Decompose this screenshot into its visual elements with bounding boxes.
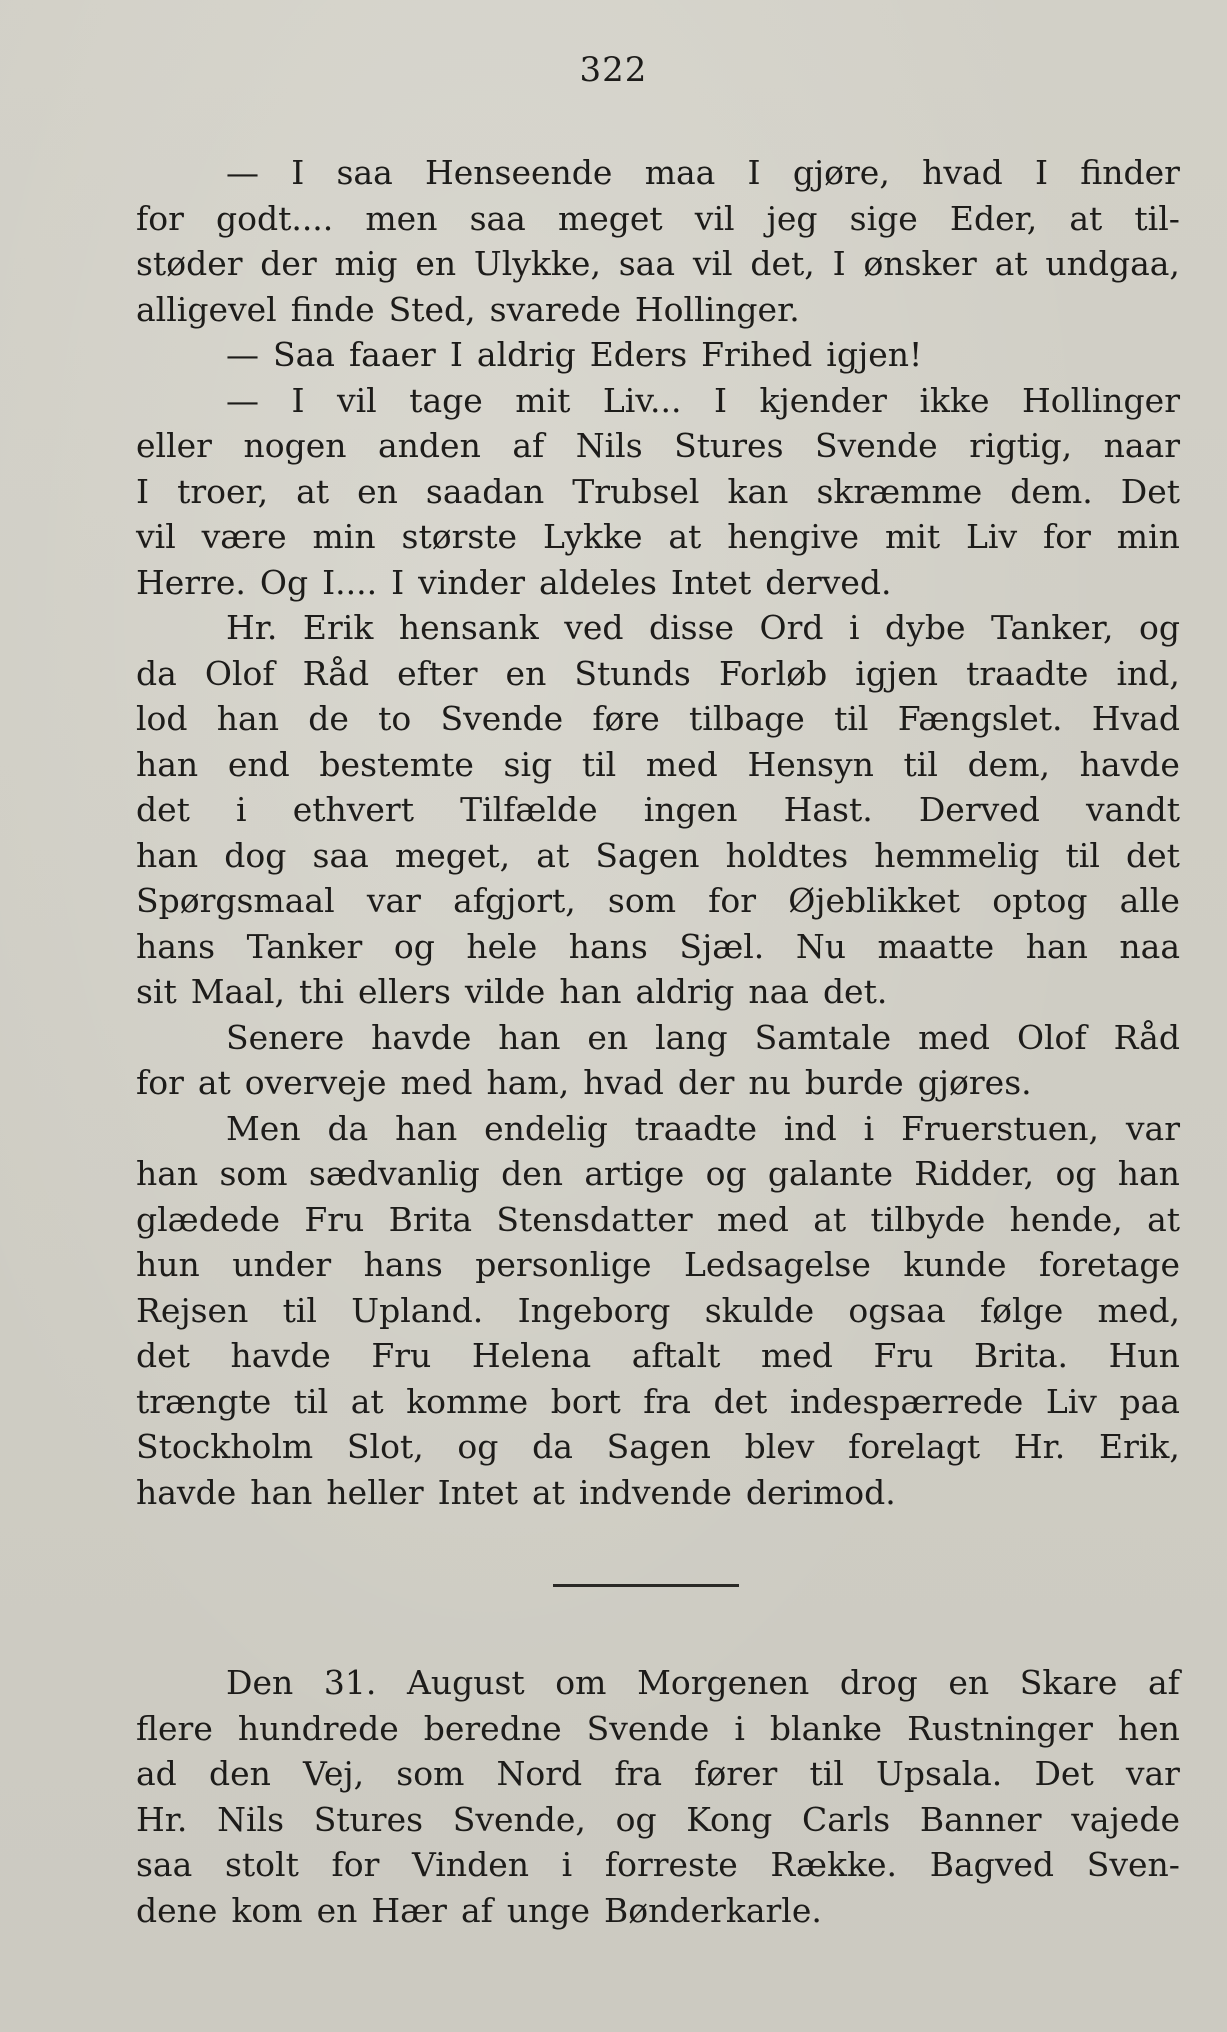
text-line: hun under hans personlige Ledsagelse kunde foretage: [136, 1245, 1180, 1284]
text-line: det havde Fru Helena aftalt med Fru Brita. Hun: [136, 1336, 1180, 1375]
text-line: vil være min største Lykke at hengive mit Liv for min: [136, 517, 1180, 556]
text-line: for at overveje med ham, hvad der nu burde gjøres.: [136, 1063, 1032, 1102]
text-line: havde han heller Intet at indvende derimod.: [136, 1472, 896, 1512]
text-line: — I saa Henseende maa I gjøre, hvad I finder: [226, 153, 1180, 192]
page-number: 322: [579, 50, 648, 90]
text-line: Herre. Og I.... I vinder aldeles Intet derved.: [136, 562, 892, 602]
text-section-2: [136, 1660, 1180, 1933]
text-line: lod han de to Svende føre tilbage til Fængslet. Hvad: [136, 699, 1180, 738]
text-line: han end bestemte sig til med Hensyn til dem, havde: [136, 744, 1180, 784]
text-line: — I vil tage mit Liv... I kjender ikke Hollinger: [226, 380, 1180, 420]
text-line: Hr. Nils Stures Svende, og Kong Carls Banner vajede: [136, 1799, 1180, 1839]
text-line: han som sædvanlig den artige og galante Ridder, og han: [136, 1154, 1180, 1193]
text-line: støder der mig en Ulykke, saa vil det, I ønsker at undgaa,: [136, 244, 1180, 283]
text-line: I troer, at en saadan Trubsel kan skræmme dem. Det: [136, 471, 1180, 511]
text-line: hans Tanker og hele hans Sjæl. Nu maatte han naa: [136, 926, 1180, 966]
text-line: Den 31. August om Morgenen drog en Skare af: [226, 1663, 1180, 1702]
text-line: eller nogen anden af Nils Stures Svende rigtig, naar: [136, 426, 1180, 465]
text-line: dene kom en Hær af unge Bønderkarle.: [136, 1890, 822, 1930]
text-line: saa stolt for Vinden i forreste Række. Bagved Sven-: [136, 1845, 1180, 1884]
section-divider: [553, 1584, 739, 1587]
text-line: Stockholm Slot, og da Sagen blev forelagt Hr. Erik,: [136, 1427, 1180, 1466]
text-line: Men da han endelig traadte ind i Fruerstuen, var: [226, 1108, 1180, 1148]
text-line: flere hundrede beredne Svende i blanke Rustninger hen: [136, 1708, 1180, 1748]
text-line: Senere havde han en lang Samtale med Olof Råd: [226, 1017, 1180, 1057]
text-line: da Olof Råd efter en Stunds Forløb igjen traadte ind,: [136, 653, 1180, 693]
text-line: Spørgsmaal var afgjort, som for Øjeblikket optog alle: [136, 881, 1180, 920]
text-line: det i ethvert Tilfælde ingen Hast. Derved vandt: [136, 790, 1180, 829]
text-line: ad den Vej, som Nord fra fører til Upsala. Det var: [136, 1754, 1180, 1793]
text-line: for godt.... men saa meget vil jeg sige Eder, at til-: [136, 198, 1180, 238]
text-line: sit Maal, thi ellers vilde han aldrig naa det.: [136, 972, 888, 1011]
text-line: glædede Fru Brita Stensdatter med at tilbyde hende, at: [136, 1199, 1180, 1239]
text-line: Hr. Erik hensank ved disse Ord i dybe Tanker, og: [226, 608, 1180, 647]
text-section-1: [136, 150, 1180, 1515]
text-line: alligevel finde Sted, svarede Hollinger.: [136, 289, 800, 329]
text-line: Rejsen til Upland. Ingeborg skulde ogsaa følge med,: [136, 1290, 1180, 1330]
text-line: trængte til at komme bort fra det indespærrede Liv paa: [136, 1381, 1180, 1421]
text-line: han dog saa meget, at Sagen holdtes hemmelig til det: [136, 835, 1180, 875]
text-line: — Saa faaer I aldrig Eders Frihed igjen!: [226, 335, 923, 374]
